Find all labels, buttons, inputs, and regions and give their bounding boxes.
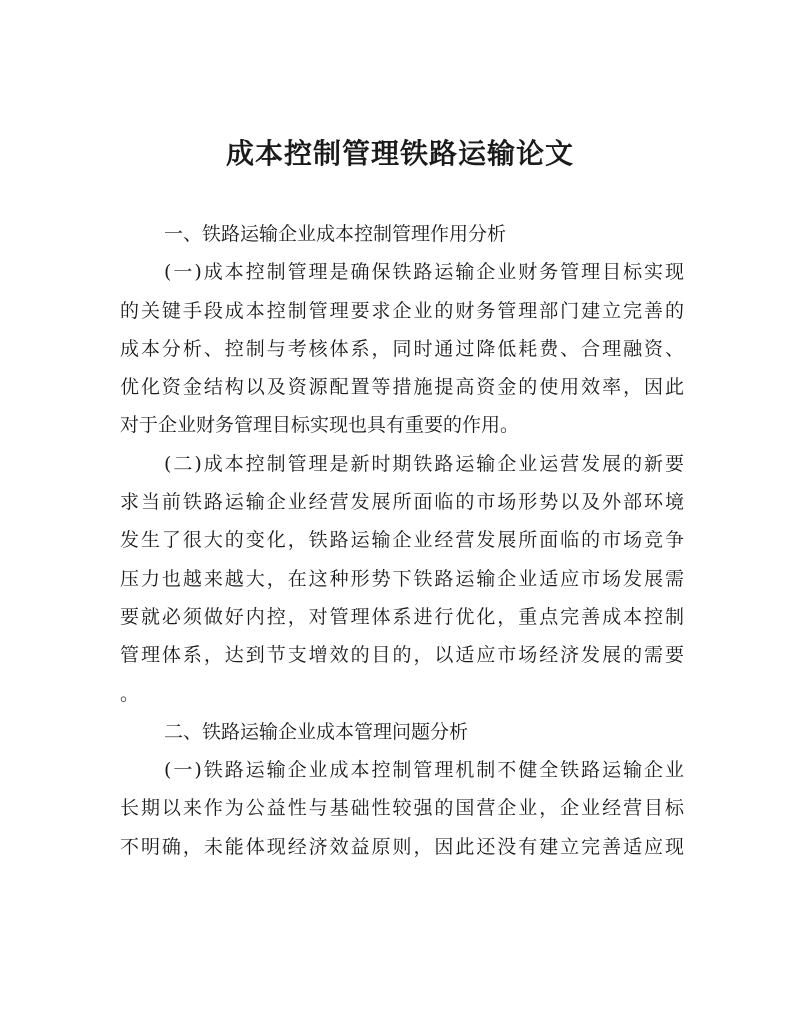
paragraph-line: 长期以来作为公益性与基础性较强的国营企业，企业经营目标 [120,797,684,820]
paragraph-line: 的关键手段成本控制管理要求企业的财务管理部门建立完善的 [120,299,684,322]
paragraph-line: 优化资金结构以及资源配置等措施提高资金的使用效率，因此 [120,376,684,399]
section-heading-1: 一、铁路运输企业成本控制管理作用分析 [164,223,507,245]
paragraph-line: 管理体系，达到节支增效的目的，以适应市场经济发展的需要 [120,644,684,667]
paragraph-line: 发生了很大的变化，铁路运输企业经营发展所面临的市场竞争 [120,529,684,552]
paragraph-line: 成本分析、控制与考核体系，同时通过降低耗费、合理融资、 [120,337,684,360]
paragraph-line: 压力也越来越大，在这种形势下铁路运输企业适应市场发展需 [120,567,684,590]
document-body [120,215,684,866]
paragraph-line: 不明确，未能体现经济效益原则，因此还没有建立完善适应现 [120,835,684,858]
paragraph-line: (一)成本控制管理是确保铁路运输企业财务管理目标实现 [164,261,684,284]
paragraph-line: (一)铁路运输企业成本控制管理机制不健全铁路运输企业 [164,759,684,782]
paragraph-line: (二)成本控制管理是新时期铁路运输企业运营发展的新要 [164,452,684,475]
paragraph-line: 对于企业财务管理目标实现也具有重要的作用。 [120,414,520,437]
document-title: 成本控制管理铁路运输论文 [225,137,574,170]
paragraph-line: 。 [120,682,140,705]
paragraph-line: 求当前铁路运输企业经营发展所面临的市场形势以及外部环境 [120,491,684,514]
paragraph-line: 要就必须做好内控，对管理体系进行优化，重点完善成本控制 [120,605,684,628]
section-heading-2: 二、铁路运输企业成本管理问题分析 [164,720,469,743]
